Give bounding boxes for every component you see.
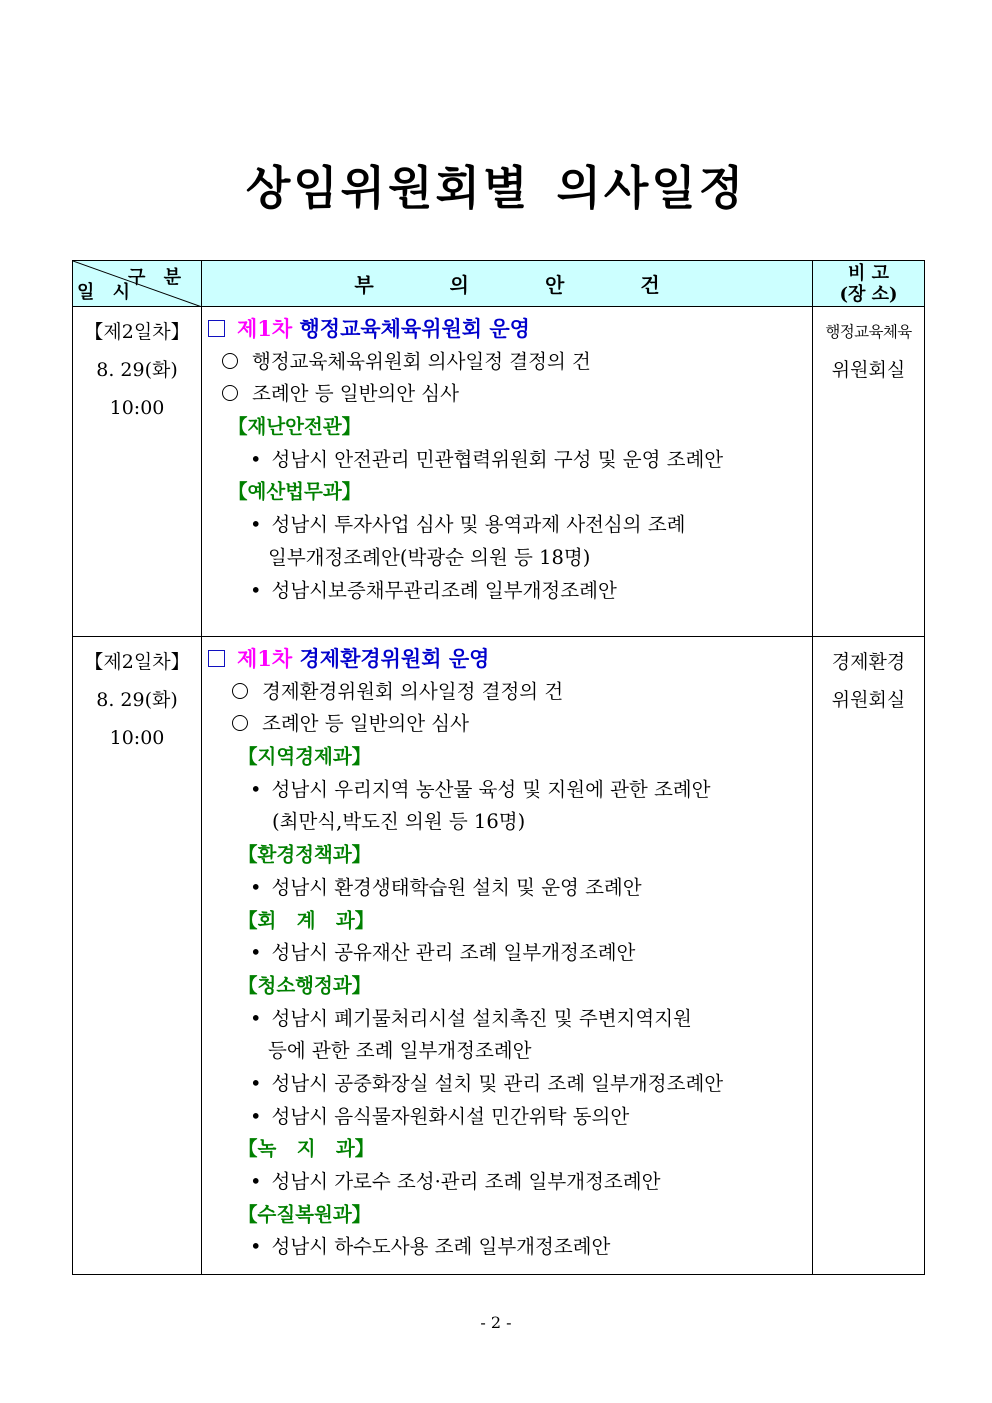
date-day: 【제2일차】 xyxy=(84,321,190,343)
department-label: 【예산법무과】 xyxy=(228,480,362,504)
table-header-row xyxy=(73,261,925,307)
list-item: • 성남시 투자사업 심사 및 용역과제 사전심의 조례 xyxy=(250,513,686,537)
bullet-dot-icon: • xyxy=(250,1104,262,1128)
checkbox-square-icon xyxy=(208,320,225,337)
committee-suffix: 운영 xyxy=(489,316,530,341)
note-line1: 행정교육체육 xyxy=(825,323,912,341)
committee-heading xyxy=(208,313,812,346)
department-label: 【회 계 과】 xyxy=(238,908,375,932)
list-item-continuation: (최만식,박도진 의원 등 16명) xyxy=(272,810,526,834)
list-item: 경제환경위원회 의사일정 결정의 건 xyxy=(208,676,812,709)
table-row xyxy=(73,637,925,1275)
note-line1: 경제환경 xyxy=(831,651,906,673)
department-label: 【환경정책과】 xyxy=(238,843,372,867)
department-label: 【녹 지 과】 xyxy=(238,1137,375,1161)
header-item-char: 의 xyxy=(449,273,469,297)
date-time: 10:00 xyxy=(109,397,165,419)
list-item: • 성남시보증채무관리조례 일부개정조례안 xyxy=(250,578,617,602)
bullet-dot-icon: • xyxy=(250,875,262,899)
bullet-dot-icon: • xyxy=(250,1170,262,1193)
date-cell xyxy=(73,637,202,1275)
circle-bullet-icon xyxy=(222,353,238,369)
list-item: • 성남시 우리지역 농산물 육성 및 지원에 관한 조례안 xyxy=(250,777,711,801)
note-cell xyxy=(813,637,925,1275)
list-item-continuation: 등에 관한 조례 일부개정조례안 xyxy=(268,1039,532,1063)
committee-name: 행정교육체육위원회 xyxy=(299,316,483,341)
page-title xyxy=(0,152,992,218)
header-item-char: 부 xyxy=(354,273,374,297)
date-day: 【제2일차】 xyxy=(84,651,190,673)
header-gubun: 구 분 xyxy=(127,267,187,288)
committee-prefix: 제1차 xyxy=(237,316,293,341)
bullet-dot-icon: • xyxy=(250,1071,262,1095)
bullet-dot-icon: • xyxy=(250,578,262,602)
header-date-cell xyxy=(73,261,202,307)
page-number: - 2 - xyxy=(480,1313,512,1332)
date-cell xyxy=(73,307,202,637)
note-line2: 위원회실 xyxy=(831,689,906,711)
checkbox-square-icon xyxy=(208,650,225,667)
circle-bullet-icon xyxy=(232,683,248,699)
list-item: • 성남시 공유재산 관리 조례 일부개정조례안 xyxy=(250,941,636,965)
list-item: • 성남시 폐기물처리시설 설치촉진 및 주변지역지원 xyxy=(250,1006,692,1030)
department-label: 【청소행정과】 xyxy=(238,973,372,997)
header-ilsi: 일 시 xyxy=(77,282,137,303)
list-item-continuation: 일부개정조례안(박광순 의원 등 18명) xyxy=(268,545,591,569)
list-item: • 성남시 가로수 조성·관리 조례 일부개정조례안 xyxy=(250,1170,661,1193)
header-note-cell xyxy=(813,261,925,307)
committee-suffix: 운영 xyxy=(448,646,490,671)
list-item: • 성남시 안전관리 민관협력위원회 구성 및 운영 조례안 xyxy=(250,447,724,471)
circle-bullet-icon xyxy=(222,385,238,401)
bullet-dot-icon: • xyxy=(250,1006,262,1030)
header-item-char: 건 xyxy=(640,273,660,297)
agenda-cell xyxy=(202,307,813,637)
list-item: • 성남시 공중화장실 설치 및 관리 조례 일부개정조례안 xyxy=(250,1071,724,1095)
circle-bullet-icon xyxy=(232,715,248,731)
list-item: 조례안 등 일반의안 심사 xyxy=(208,378,812,411)
title-part2: 의사일정 xyxy=(556,161,747,215)
department-label: 【재난안전관】 xyxy=(228,415,362,439)
agenda-cell xyxy=(202,637,813,1275)
note-line2: 위원회실 xyxy=(831,359,906,381)
committee-heading xyxy=(208,643,812,676)
list-item: • 성남시 하수도사용 조례 일부개정조례안 xyxy=(250,1235,611,1259)
table-row xyxy=(73,307,925,637)
header-items-cell xyxy=(202,261,813,307)
committee-prefix: 제1차 xyxy=(237,646,293,671)
header-item-char: 안 xyxy=(545,273,565,297)
bullet-dot-icon: • xyxy=(250,1235,262,1259)
date-value: 8. 29(화) xyxy=(96,359,178,381)
bullet-dot-icon: • xyxy=(250,777,262,801)
header-note-line2: (장 소) xyxy=(839,283,898,305)
note-cell xyxy=(813,307,925,637)
bullet-dot-icon: • xyxy=(250,941,262,965)
committee-name: 경제환경위원회 xyxy=(299,646,442,671)
title-part1: 상임위원회별 xyxy=(245,161,531,215)
header-note-line1: 비 고 xyxy=(847,262,890,284)
list-item: 조례안 등 일반의안 심사 xyxy=(208,708,812,741)
bullet-dot-icon: • xyxy=(250,447,262,471)
department-label: 【지역경제과】 xyxy=(238,745,372,769)
list-item: • 성남시 환경생태학습원 설치 및 운영 조례안 xyxy=(250,875,642,899)
date-value: 8. 29(화) xyxy=(96,689,178,711)
department-label: 【수질복원과】 xyxy=(238,1202,372,1226)
bullet-dot-icon: • xyxy=(250,513,262,537)
list-item: 행정교육체육위원회 의사일정 결정의 건 xyxy=(208,346,812,379)
schedule-table xyxy=(72,260,925,1275)
list-item: • 성남시 음식물자원화시설 민간위탁 동의안 xyxy=(250,1104,630,1128)
date-time: 10:00 xyxy=(109,727,165,749)
